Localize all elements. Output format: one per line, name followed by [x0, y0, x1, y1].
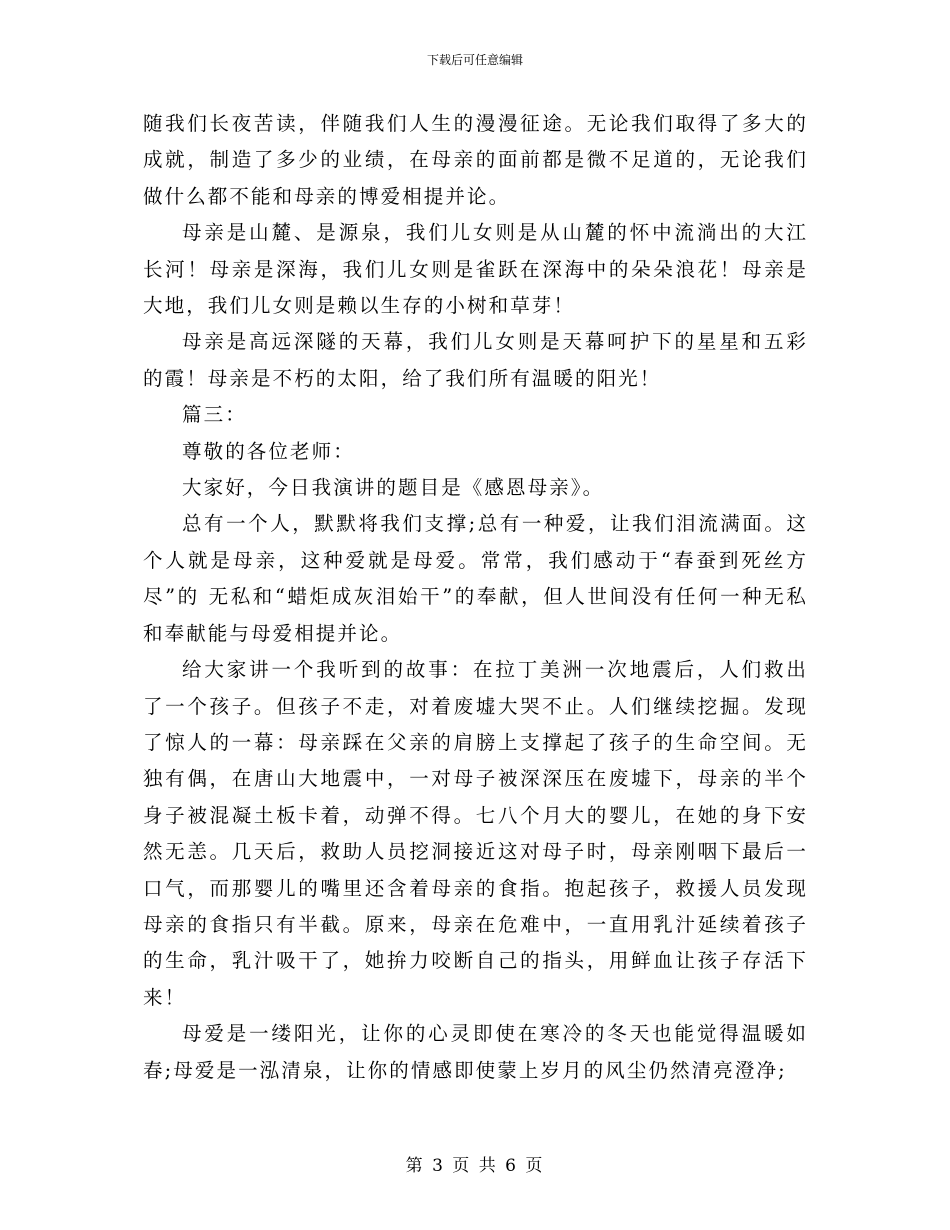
- paragraph-9: 母爱是一缕阳光，让你的心灵即使在寒冷的冬天也能觉得温暖如春;母爱是一泓清泉，让你的情感即使蒙上岁月的风尘仍然清亮澄净;: [143, 1022, 808, 1082]
- document-body: [143, 106, 808, 1089]
- paragraph-8: 给大家讲一个我听到的故事：在拉丁美洲一次地震后，人们救出了一个孩子。但孩子不走，对着废墟大哭不止。人们继续挖掘。发现了惊人的一幕：母亲踩在父亲的肩膀上支撑起了孩子的生命空间。无独有偶，在唐山大地震中，一对母子被深深压在废墟下，母亲的半个身子被混凝土板卡着，动弹不得。七八个月大的婴儿，在她的身下安然无恙。几天后，救助人员挖洞接近这对母子时，母亲刚咽下最后一口气，而那婴儿的嘴里还含着母亲的食指。抱起孩子，救援人员发现母亲的食指只有半截。原来，母亲在危难中，一直用乳汁延续着孩子的生命，乳汁吸干了，她拚力咬断自己的指头，用鲜血让孩子存活下来！: [143, 658, 808, 1009]
- paragraph-1: 随我们长夜苦读，伴随我们人生的漫漫征途。无论我们取得了多大的成就，制造了多少的业绩，在母亲的面前都是微不足道的，无论我们做什么都不能和母亲的博爱相提并论。: [143, 112, 808, 208]
- page-footer: [0, 1155, 950, 1177]
- section-heading: 篇三：: [182, 403, 247, 427]
- page-header: 下载后可任意编辑: [426, 53, 523, 67]
- paragraph-2: 母亲是山麓、是源泉，我们儿女则是从山麓的怀中流淌出的大江长河！母亲是深海，我们儿女则是雀跃在深海中的朵朵浪花！母亲是大地，我们儿女则是赖以生存的小树和草芽！: [143, 221, 808, 318]
- footer-suffix: 页: [525, 1156, 545, 1176]
- salutation: 尊敬的各位老师：: [182, 439, 355, 463]
- footer-middle: 页 共: [452, 1156, 498, 1176]
- footer-prefix: 第: [405, 1156, 425, 1176]
- paragraph-7: 总有一个人，默默将我们支撑;总有一种爱，让我们泪流满面。这个人就是母亲，这种爱就是母爱。常常，我们感动于“春蚕到死丝方尽”的 无私和“蜡炬成灰泪始干”的奉献，但人世间没有任何一种无私和奉献能与母爱相提并论。: [143, 512, 808, 645]
- paragraph-3: 母亲是高远深隧的天幕，我们儿女则是天幕呵护下的星星和五彩的霞！母亲是不朽的太阳，给了我们所有温暖的阳光！: [143, 330, 808, 390]
- footer-current-page: 3: [432, 1156, 445, 1176]
- footer-total-pages: 6: [505, 1156, 518, 1176]
- paragraph-greeting: 大家好，今日我演讲的题目是《感恩母亲》。: [182, 476, 605, 500]
